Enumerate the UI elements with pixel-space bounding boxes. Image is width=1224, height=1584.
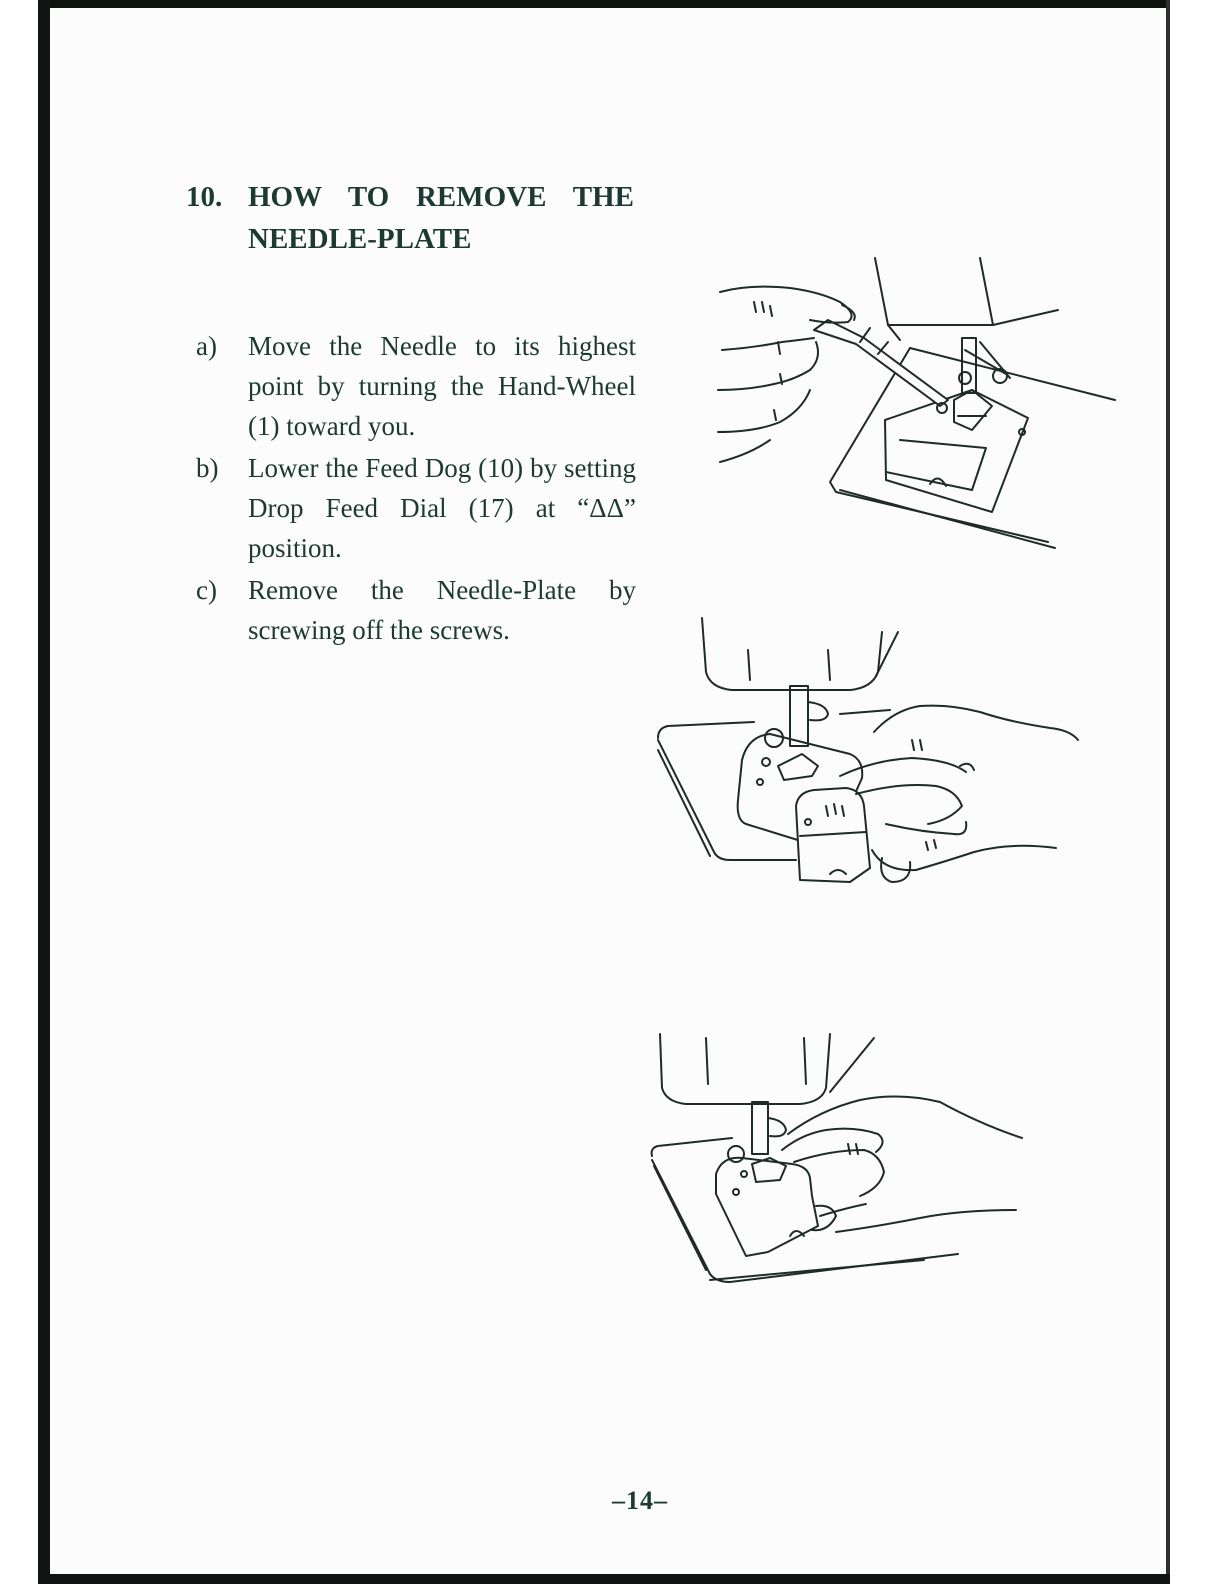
step-text: Remove the Needle-Plate by screwing off the screws. [248, 575, 636, 645]
section-title-line1: HOW TO REMOVE THE [248, 181, 634, 213]
step-marker: c) [196, 575, 217, 605]
step-text: Move the Needle to its highest point by turning the Hand-Wheel (1) toward you. [248, 331, 636, 441]
lifting-needle-plate-illustration [650, 610, 1090, 900]
scan-border-bottom [40, 1574, 1170, 1584]
step-text: Lower the Feed Dog (10) by setting Drop Feed Dial (17) at “ΔΔ” position. [248, 453, 636, 563]
step-marker: b) [196, 453, 219, 483]
screwdriver-removing-screw-illustration [710, 250, 1130, 560]
sliding-needle-plate-illustration [640, 1026, 1040, 1296]
scan-border-left [38, 0, 50, 1584]
section-number: 10. [186, 181, 223, 213]
step-a [196, 326, 636, 446]
section-title-line2: NEEDLE-PLATE [248, 223, 472, 255]
instruction-steps [196, 326, 636, 652]
step-c [196, 570, 636, 650]
page-number: –14– [612, 1486, 668, 1515]
step-marker: a) [196, 331, 217, 361]
scan-border-right [1166, 0, 1170, 1584]
step-b [196, 448, 636, 568]
scan-border-top [40, 0, 1170, 8]
